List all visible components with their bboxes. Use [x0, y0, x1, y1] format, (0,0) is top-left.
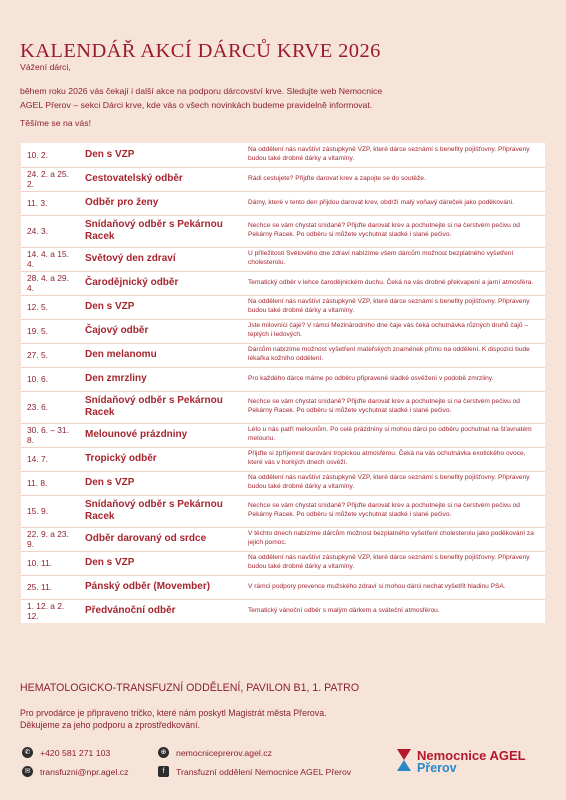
event-row [21, 271, 545, 295]
event-description: Dámy, které v tento den přijdou darovat krev, obdrží malý voňavý dáreček jako poděkování. [242, 191, 545, 215]
event-description: Na oddělení nás navštíví zástupkyně VZP, které dárce seznámí s benefity pojišťovny. Připraveny budou také drobné dárky a vitamíny. [242, 295, 545, 319]
event-name: Melounové prázdniny [79, 423, 242, 447]
event-description: Tematický odběr v lehce čarodějnickém duchu. Čeká na vás drobné překvapení a jarní atmosféra. [242, 271, 545, 295]
contact-web[interactable] [158, 747, 272, 758]
event-date: 25. 11. [21, 575, 79, 599]
event-row [21, 343, 545, 367]
event-name: Snídaňový odběr s Pekárnou Racek [79, 215, 242, 247]
event-date: 12. 5. [21, 295, 79, 319]
phone-icon: ✆ [22, 747, 33, 758]
envelope-icon: ✉ [22, 766, 33, 777]
event-date: 10. 6. [21, 367, 79, 391]
facebook-text: Transfuzní oddělení Nemocnice AGEL Přerov [176, 766, 352, 777]
event-row [21, 527, 545, 551]
event-date: 24. 2. a 25. 2. [21, 167, 79, 191]
event-row [21, 319, 545, 343]
event-row [21, 143, 545, 167]
phone-text: +420 581 271 103 [40, 747, 111, 758]
event-description: Pro každého dárce máme po odběru připravené sladké osvěžení v podobě zmrzliny. [242, 367, 545, 391]
intro-greeting: Vážení dárci, [20, 62, 71, 72]
event-date: 10. 11. [21, 551, 79, 575]
event-row [21, 247, 545, 271]
footer-note-line-1: Pro prvodárce je připraveno tričko, které nám poskytl Magistrát města Přerova. [20, 708, 327, 718]
event-description: Rádi cestujete? Přijďte darovat krev a zapojte se do soutěže. [242, 167, 545, 191]
event-row [21, 191, 545, 215]
event-description: V rámci podpory prevence mužského zdraví si mohou dárci nechat vyšetřit hladinu PSA. [242, 575, 545, 599]
event-date: 22. 9. a 23. 9. [21, 527, 79, 551]
event-description: Na oddělení nás navštíví zástupkyně VZP, které dárce seznámí s benefity pojišťovny. Připraveny budou také drobné dárky a vitamíny. [242, 551, 545, 575]
footer-note-line-2: Děkujeme za jeho podporu a zprostředkování. [20, 720, 200, 730]
event-row [21, 391, 545, 423]
event-row [21, 447, 545, 471]
event-name: Odběr darovaný od srdce [79, 527, 242, 551]
event-row [21, 215, 545, 247]
event-description: Na oddělení nás navštíví zástupkyně VZP, které dárce seznámí s benefity pojišťovny. Připraveny budou také drobné dárky a vitamíny. [242, 143, 545, 167]
event-description: Dárcům nabízíme možnost vyšetření mateřských znamének přímo na oddělení. K dispozici bude lékařka kožního oddělení. [242, 343, 545, 367]
logo-city: Přerov [417, 761, 457, 775]
event-date: 11. 8. [21, 471, 79, 495]
intro-line-2: AGEL Přerov – sekci Dárci krve, kde vás o všech novinkách budeme pravidelně informovat. [20, 100, 373, 110]
event-row [21, 423, 545, 447]
event-name: Den s VZP [79, 143, 242, 167]
agel-logo-mark-icon [395, 747, 413, 777]
event-row [21, 167, 545, 191]
intro-line-1: během roku 2026 vás čekají i další akce na podporu dárcovství krve. Sledujte web Nemocnice [20, 86, 383, 96]
event-name: Pánský odběr (Movember) [79, 575, 242, 599]
event-description: Tematický vánoční odběr s malým dárkem a sváteční atmosférou. [248, 606, 440, 614]
event-name: Předvánoční odběr [85, 605, 176, 617]
event-row [21, 367, 545, 391]
event-date: 11. 3. [21, 191, 79, 215]
event-row [21, 599, 545, 623]
event-row [21, 551, 545, 575]
event-date: 27. 5. [21, 343, 79, 367]
event-description: Nechce se vám chystat snídaně? Přijďte darovat krev a pochutnejte si na čerstvém pečivu od Pekárny Racek. Po odběru si můžete vychutnat sladké i slané pečivo. [242, 391, 545, 423]
logo-name: Nemocnice AGEL [417, 748, 526, 763]
event-description: Přijďte si zpříjemnit darování tropickou atmosférou. Čeká na vás ochutnávka exotického ovoce, které vás v horkých dnech osvěží. [242, 447, 545, 471]
contact-email[interactable] [22, 766, 129, 777]
facebook-icon: f [158, 766, 169, 777]
event-name: Snídaňový odběr s Pekárnou Racek [79, 495, 242, 527]
event-row [21, 575, 545, 599]
event-name: Den s VZP [79, 551, 242, 575]
email-text: transfuzni@npr.agel.cz [40, 766, 129, 777]
event-date: 14. 4. a 15. 4. [21, 247, 79, 271]
event-date: 30. 6. – 31. 8. [21, 423, 79, 447]
event-description: V těchto dnech nabízíme dárcům možnost bezplatného vyšetření cholesterolu jako poděkování za jejich pomoc. [242, 527, 545, 551]
globe-icon: ⊕ [158, 747, 169, 758]
event-name: Den s VZP [79, 471, 242, 495]
event-date: 19. 5. [21, 319, 79, 343]
contact-phone[interactable] [22, 747, 110, 758]
contact-facebook[interactable] [158, 766, 351, 777]
event-description: Nechce se vám chystat snídaně? Přijďte darovat krev a pochutnejte si na čerstvém pečivu od Pekárny Racek. Po odběru si můžete vychutnat sladké i slané pečivo. [242, 215, 545, 247]
event-date: 14. 7. [21, 447, 79, 471]
event-name: Den zmrzliny [79, 367, 242, 391]
hospital-logo [395, 747, 526, 777]
event-name: Čajový odběr [79, 319, 242, 343]
event-date: 15. 9. [21, 495, 79, 527]
web-text: nemocniceprerov.agel.cz [176, 747, 272, 758]
footer-note [20, 707, 420, 731]
event-row [21, 295, 545, 319]
intro-closing: Těšíme se na vás! [20, 118, 91, 128]
event-description: Léto u nás patří melounům. Po celé prázdniny si mohou dárci po odběru pochutnat na šťavnatém melounu. [242, 423, 545, 447]
intro [20, 60, 550, 130]
events-calendar-table [21, 143, 545, 623]
event-name: Snídaňový odběr s Pekárnou Racek [79, 391, 242, 423]
event-date: 28. 4. a 29. 4. [21, 271, 79, 295]
event-date: 23. 6. [21, 391, 79, 423]
event-date: 24. 3. [21, 215, 79, 247]
event-description: U příležitosti Světového dne zdraví nabízíme všem dárcům možnost bezplatného vyšetření cholesterolu. [242, 247, 545, 271]
page-title: KALENDÁŘ AKCÍ DÁRCŮ KRVE 2026 [20, 39, 381, 62]
event-date: 1. 12. a 2. 12. [27, 601, 65, 622]
event-description: Na oddělení nás navštíví zástupkyně VZP, které dárce seznámí s benefity pojišťovny. Připraveny budou také drobné dárky a vitamíny. [242, 471, 545, 495]
event-description: Jste milovníci čaje? V rámci Mezinárodního dne čaje vás čeká ochutnávka různých druhů čajů – teplých i ledových. [242, 319, 545, 343]
department-address: HEMATOLOGICKO-TRANSFUZNÍ ODDĚLENÍ, PAVILON B1, 1. PATRO [20, 682, 360, 694]
event-name: Cestovatelský odběr [79, 167, 242, 191]
event-name: Světový den zdraví [79, 247, 242, 271]
event-name: Den s VZP [79, 295, 242, 319]
event-name: Den melanomu [79, 343, 242, 367]
event-description: Nechce se vám chystat snídaně? Přijďte darovat krev a pochutnejte si na čerstvém pečivu od Pekárny Racek. Po odběru si můžete vychutnat sladké i slané pečivo. [242, 495, 545, 527]
event-row [21, 471, 545, 495]
event-name: Tropický odběr [79, 447, 242, 471]
event-date: 10. 2. [21, 143, 79, 167]
event-name: Čarodějnický odběr [79, 271, 242, 295]
event-row [21, 495, 545, 527]
event-name: Odběr pro ženy [79, 191, 242, 215]
